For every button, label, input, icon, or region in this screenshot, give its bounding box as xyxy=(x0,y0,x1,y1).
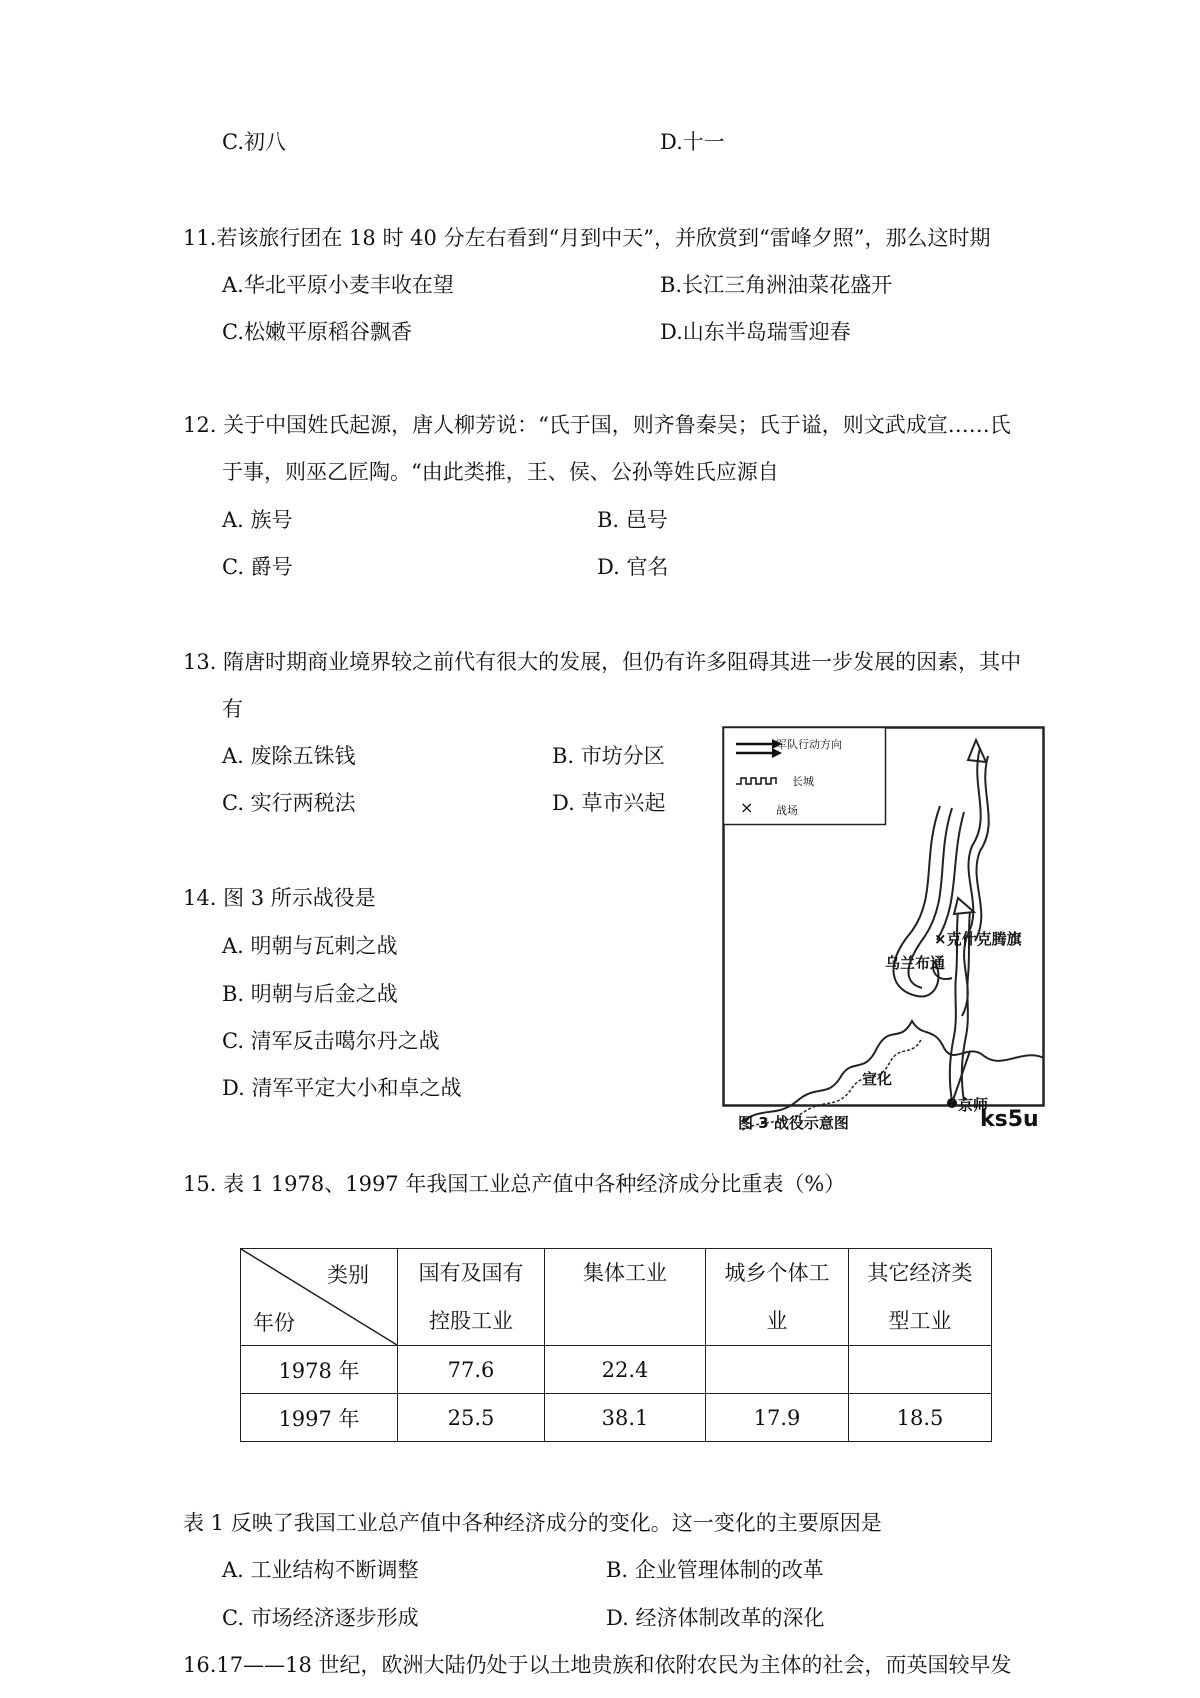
q16-stem: 16.17——18 世纪，欧洲大陆仍处于以土地贵族和依附农民为主体的社会，而英国较早发 xyxy=(183,1653,1012,1677)
q15-option-b: B. 企业管理体制的改革 xyxy=(606,1558,824,1582)
q12-option-b: B. 邑号 xyxy=(597,508,668,532)
legend-battle-label: 战场 xyxy=(776,804,798,817)
q13-stem-line1: 13. 隋唐时期商业境界较之前代有很大的发展，但仍有许多阻碍其进一步发展的因素，其中 xyxy=(183,650,1022,674)
label-keshiketengqi: ×克什克腾旗 xyxy=(934,930,1022,948)
table-cell: 77.6 xyxy=(398,1346,545,1394)
battle-map-figure xyxy=(722,726,1047,1132)
table-header-cell: 集体工业 xyxy=(545,1249,706,1346)
table-cell: 22.4 xyxy=(545,1346,706,1394)
q14-stem: 14. 图 3 所示战役是 xyxy=(183,886,376,910)
table-corner-cell xyxy=(241,1249,398,1346)
header-year: 年份 xyxy=(253,1311,295,1335)
q12-option-c: C. 爵号 xyxy=(222,555,293,579)
q10-option-c: C.初八 xyxy=(222,130,286,154)
q14-option-a: A. 明朝与瓦剌之战 xyxy=(222,934,398,958)
table-header-cell: 城乡个体工 业 xyxy=(706,1249,849,1346)
table-header-row xyxy=(241,1249,992,1346)
label-xuanhua: 宣化 xyxy=(862,1070,893,1088)
label-capital: 京师 xyxy=(958,1096,989,1114)
table-cell: 38.1 xyxy=(545,1394,706,1442)
q13-option-c: C. 实行两税法 xyxy=(222,791,356,815)
q11-option-d: D.山东半岛瑞雪迎春 xyxy=(660,320,851,344)
q11-stem: 11.若该旅行团在 18 时 40 分左右看到“月到中天”，并欣赏到“雷峰夕照”，那么这时期 xyxy=(183,226,991,250)
q11-option-b: B.长江三角洲油菜花盛开 xyxy=(660,273,893,297)
q12-option-a: A. 族号 xyxy=(222,508,293,532)
economy-table xyxy=(240,1248,992,1442)
svg-text:×: × xyxy=(740,798,754,817)
table-row xyxy=(241,1346,992,1394)
q14-option-b: B. 明朝与后金之战 xyxy=(222,982,398,1006)
figure-caption: 图 3 战役示意图 xyxy=(738,1114,849,1132)
table-cell: 25.5 xyxy=(398,1394,545,1442)
table-header-cell: 其它经济类 型工业 xyxy=(849,1249,992,1346)
q13-option-a: A. 废除五铢钱 xyxy=(222,744,356,768)
table-cell xyxy=(706,1346,849,1394)
q15-stem: 15. 表 1 1978、1997 年我国工业总产值中各种经济成分比重表（%） xyxy=(183,1172,846,1196)
q15-question: 表 1 反映了我国工业总产值中各种经济成分的变化。这一变化的主要原因是 xyxy=(183,1511,882,1535)
table-row xyxy=(241,1394,992,1442)
q11-option-a: A.华北平原小麦丰收在望 xyxy=(222,273,454,297)
table-cell xyxy=(849,1346,992,1394)
q13-option-b: B. 市坊分区 xyxy=(552,744,665,768)
label-wulanbutong: 乌兰布通 xyxy=(885,954,946,972)
q12-stem-line2: 于事，则巫乙匠陶。“由此类推，王、侯、公孙等姓氏应源自 xyxy=(222,460,779,484)
q13-stem-line2: 有 xyxy=(222,697,243,721)
header-category: 类别 xyxy=(327,1263,369,1287)
q14-option-c: C. 清军反击噶尔丹之战 xyxy=(222,1029,440,1053)
q12-option-d: D. 官名 xyxy=(597,555,669,579)
table-cell-year: 1997 年 xyxy=(241,1394,398,1442)
table-cell: 17.9 xyxy=(706,1394,849,1442)
q11-option-c: C.松嫩平原稻谷飘香 xyxy=(222,320,412,344)
q15-option-a: A. 工业结构不断调整 xyxy=(222,1558,419,1582)
table-cell: 18.5 xyxy=(849,1394,992,1442)
legend-arrow-label: 军队行动方向 xyxy=(776,738,842,751)
table-cell-year: 1978 年 xyxy=(241,1346,398,1394)
q12-stem-line1: 12. 关于中国姓氏起源，唐人柳芳说：“氏于国，则齐鲁秦吴；氏于谥，则文武成宣……氏 xyxy=(183,413,1011,437)
q14-option-d: D. 清军平定大小和卓之战 xyxy=(222,1076,462,1100)
table-header-cell: 国有及国有 控股工业 xyxy=(398,1249,545,1346)
q15-option-d: D. 经济体制改革的深化 xyxy=(606,1606,825,1630)
q13-option-d: D. 草市兴起 xyxy=(552,791,666,815)
legend-wall-label: 长城 xyxy=(792,775,814,788)
q15-option-c: C. 市场经济逐步形成 xyxy=(222,1606,419,1630)
watermark: ks5u xyxy=(980,1107,1039,1132)
q10-option-d: D.十一 xyxy=(660,130,725,154)
